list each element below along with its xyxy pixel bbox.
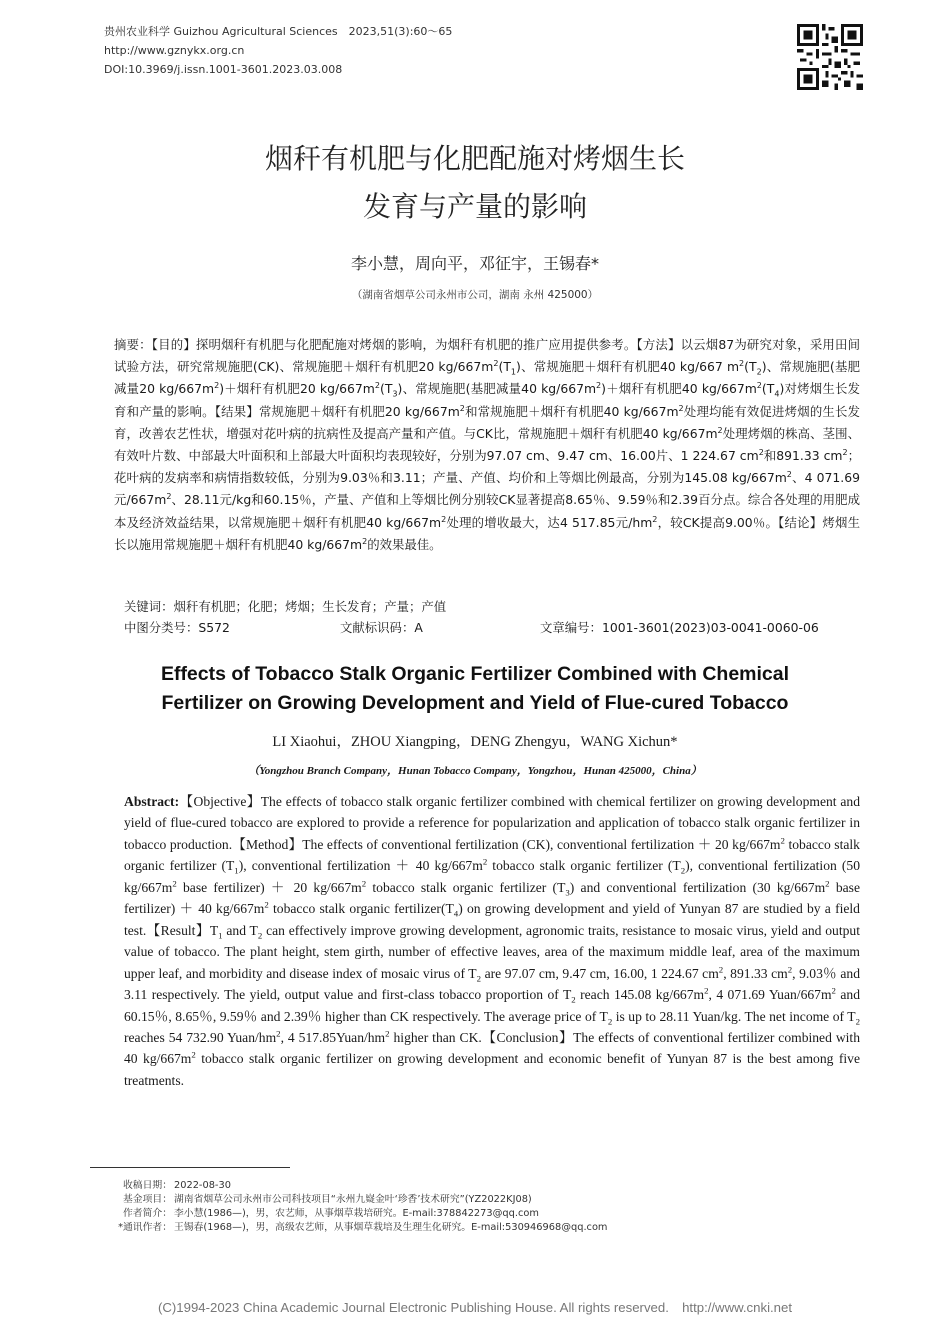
title-line-1: 烟秆有机肥与化肥配施对烤烟生长 [264, 142, 685, 175]
copyright-notice: (C)1994-2023 China Academic Journal Electronic Publishing House. All rights reserved. http://www.cnki.net [157, 1300, 793, 1315]
journal-header [104, 22, 452, 79]
authors-cn: 李小慧，周向平，邓征宇，王锡春* [350, 254, 599, 273]
paper-title-en [0, 660, 950, 718]
affiliation-en: （Yongzhou Branch Company，Hunan Tobacco Company，Yongzhou，Hunan 425000，China） [248, 765, 702, 777]
document-code: 文献标识码：A [340, 620, 423, 635]
en-title-line-1: Effects of Tobacco Stalk Organic Fertilizer Combined with Chemical [160, 663, 790, 685]
footnote-divider [90, 1167, 290, 1168]
received-label: 收稿日期： [123, 1180, 172, 1191]
author-bio: 李小慧(1986—)，男，农艺师，从事烟草栽培研究。E-mail:378842273@qq.com [174, 1208, 539, 1219]
abstract-cn: 摘要：【目的】探明烟秆有机肥与化肥配施对烤烟的影响，为烟秆有机肥的推广应用提供参考。【方法】以云烟87为研究对象，采用田间试验方法，研究常规施肥(CK)、常规施肥＋烟秆有机肥20 $kg/667m^2(T_1)$、常规施肥＋烟秆有机肥40 kg/667 $m^2(T_2)$、常规施肥(基肥减量20 $kg/667m^2)+$烟秆有机肥20 $kg/667m^2(T_3)$、常规施肥(基肥减量40 $kg/667m^2)+$烟秆有机肥40 $kg/667m^2(T_4)$对烤烟生长发育和产量的影响。【结果】常规施肥＋烟秆有机肥20 $kg/667m^2$和常规施肥＋烟秆有机肥40 $kg/667m^2$处理均能有效促进烤烟的生长发育，改善农艺性状，增强对花叶病的抗病性及提高产量和产值。与CK比，常规施肥＋烟秆有机肥40 $kg/667m^2$处理烤烟的株高、茎围、有效叶片数、中部最大叶面积和上部最大叶面积均表现较好，分别为97.07 cm、9.47 cm、16.00片、1 224.67 $cm^2$和891.33 $cm^2$；花叶病的发病率和病情指数较低，分别为9.03％和3.11；产量、产值、均价和上等烟比例最高，分别为145.08 $kg/667m^2$、4 071.69元$/667m^2$、28.11元/kg和60.15％，产量、产值和上等烟比例分别较CK显著提高8.65％、9.59％和2.39百分点。综合各处理的用肥成本及经济效益结果，以常规施肥＋烟秆有机肥40 $kg/667m^2$处理的增收最大，达4 517.85元$/hm^2$，较CK提高9.00％。【结论】烤烟生长以施用常规施肥＋烟秆有机肥40 $kg/667m^2$的效果最佳。 [114, 337, 861, 552]
abstract-en: Abstract:【Objective】The effects of tobacco stalk organic fertilizer combined with chemical fertilizer on growing development and yield of flue-cured tobacco are explored to provide a reference for popularization and application of tobacco stalk organic fertilizer in tobacco production.【Method】The effects of conventional fertilization (CK), conventional fertilization ＋ 20 $kg/667m^2$ tobacco stalk organic fertilizer $(T_1)$, conventional fertilization ＋ 40 $kg/667m^2$ tobacco stalk organic fertilizer $(T_2)$, conventional fertilization (50 $kg/667m^2$ base fertilizer) ＋ 20 $kg/667m^2$ tobacco stalk organic fertilizer $(T_3)$ and conventional fertilization (30 $kg/667m^2$ base fertilizer) ＋ 40 $kg/667m^2$ tobacco stalk organic $fertilizer(T_4)$ on growing development and yield of Yunyan 87 are studied by a field test.【Result】$T_1$ and $T_2$ can effectively improve growing development, agronomic traits, resistance to mosaic virus, yield and output value of tobacco. The plant height, stem girth, number of effective leaves, area of the maximum middle leaf, area of the maximum upper leaf, and morbidity and disease index of mosaic virus of $T_2$ are 97.07 cm, 9.47 cm, 16.00, 1 224.67 $cm^2$, 891.33 $cm^2$, 9.03％ and 3.11 respectively. The yield, output value and first-class tobacco proportion of $T_2$ reach 145.08 $kg/667m^2$, 4 071.69 Yuan/$667m^2$ and 60.15％, 8.65％, 9.59％ and 2.39％ higher than CK respectively. The average price of $T_2$ is up to 28.11 Yuan/kg. The net income of $T_2$ reaches 54 732.90 Yuan/$hm^2$, 4 $517.85Yuan/hm^2$ higher than CK.【Conclusion】The effects of conventional fertilizer combined with 40 $kg/667m^2$ tobacco stalk organic fertilizer on growing development and economic benefit of Yunyan 87 is the best among five treatments. [124, 794, 861, 1088]
received-date: 2022-08-30 [174, 1180, 231, 1191]
article-number: 文章编号：1001-3601(2023)03-0041-0060-06 [540, 620, 819, 635]
clc-number: 中图分类号：S572 [124, 620, 230, 635]
journal-url[interactable]: http://www.gznykx.org.cn [104, 44, 245, 57]
qr-code-icon [797, 24, 863, 90]
affiliation-cn: （湖南省烟草公司永州市公司，湖南 永州 425000） [351, 289, 599, 301]
authors-en: LI Xiaohui，ZHOU Xiangping，DENG Zhengyu，WANG Xichun* [272, 734, 678, 750]
title-line-2: 发育与产量的影响 [362, 190, 587, 223]
en-title-line-2: Fertilizer on Growing Development and Yield of Flue-cured Tobacco [161, 692, 789, 714]
corresponding-author: 王锡春(1968—)，男，高级农艺师，从事烟草栽培及生理生化研究。E-mail:530946968@qq.com [174, 1222, 608, 1233]
paper-title-cn [0, 135, 950, 231]
keywords-cn: 关键词：烟秆有机肥；化肥；烤烟；生长发育；产量；产值 [124, 599, 447, 614]
corresponding-label: *通讯作者： [118, 1222, 172, 1233]
fund-label: 基金项目： [123, 1194, 172, 1205]
author-bio-label: 作者简介： [123, 1208, 172, 1219]
journal-citation: 贵州农业科学 Guizhou Agricultural Sciences 2023,51(3):60～65 [104, 25, 453, 38]
footnotes [90, 1179, 607, 1235]
fund-info: 湖南省烟草公司永州市公司科技项目“永州九嶷金叶‘珍香’技术研究”(YZ2022KJ08) [174, 1194, 532, 1205]
journal-doi: DOI:10.3969/j.issn.1001-3601.2023.03.008 [104, 63, 343, 76]
